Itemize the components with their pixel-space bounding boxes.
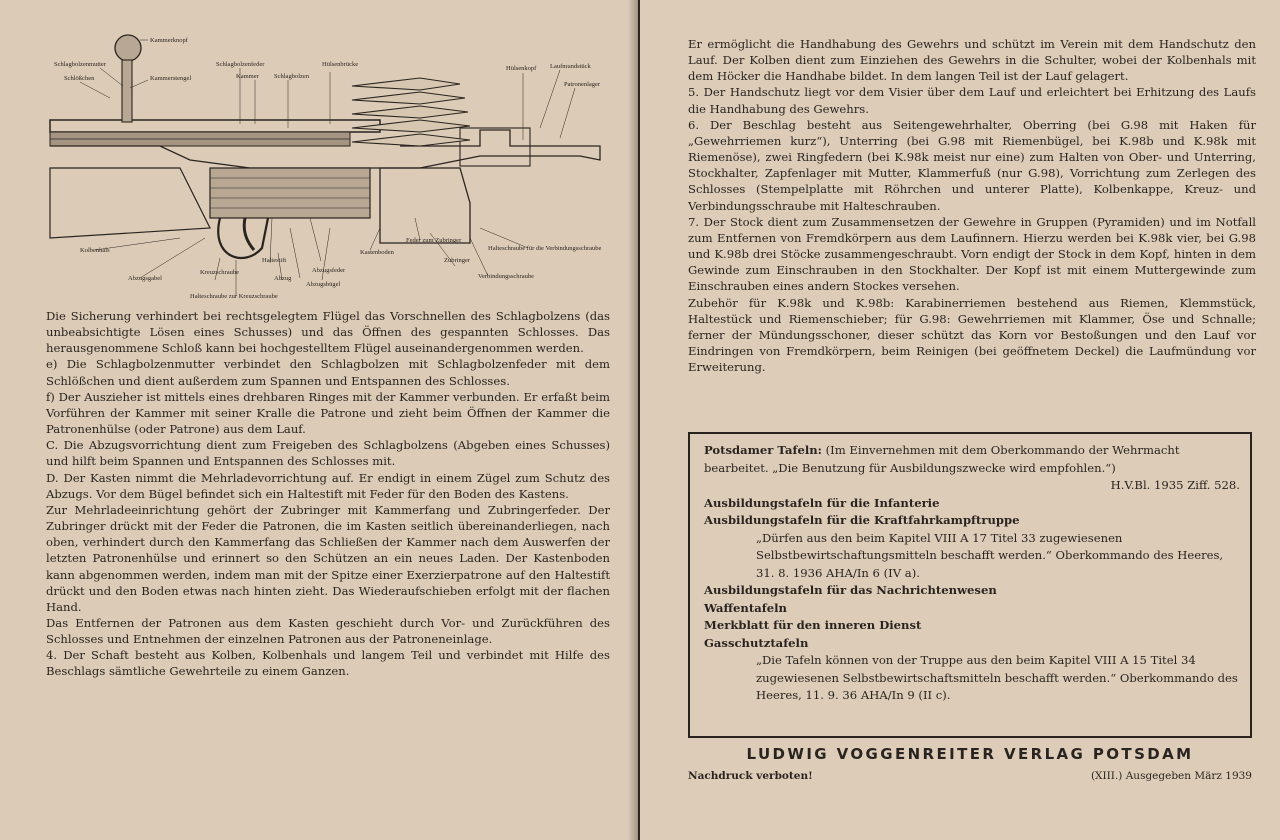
paragraph: 7. Der Stock dient zum Zusammensetzen der Gewehre in Gruppen (Pyramiden) und im Notfall zum Entfernen von Fremdkörpern aus dem Laufinnern. Hierzu werden bei K.98k vier, bei G.98 und K.98b drei Stöcke zusammengeschraubt. Vorn endigt der Stock in dem Kopf, hinten in dem Gewinde zum Einschrauben in den Stockhalter. Der Kopf ist mit einem Muttergewinde zum Einschrauben eines andern Stockes versehen. [688, 214, 1256, 294]
right-page [640, 0, 1280, 840]
paragraph: Das Entfernen der Patronen aus dem Kasten geschieht durch Vor- und Zurückführen des Schlosses und Entnehmen der einzelnen Patronen aus der Patroneneinlage. [46, 615, 610, 647]
left-body-text [46, 308, 610, 680]
label-verbindungsschraube: Verbindungsschraube [478, 273, 534, 280]
label-laufmundstueck: Laufmundstück [550, 63, 591, 70]
label-kammerstengel: Kammerstengel [150, 75, 192, 82]
bolt-knob [115, 35, 141, 61]
rifle-diagram [40, 28, 620, 300]
paragraph: D. Der Kasten nimmt die Mehrladevorrichtung auf. Er endigt in einem Zügel zum Schutz des Abzugs. Vor dem Bügel befindet sich ein Haltestift mit Feder für den Boden des Kastens. [46, 470, 610, 501]
ad-quote-2: „Die Tafeln können von der Truppe aus den beim Kapitel VIII A 15 Titel 34 zugewiesenen Selbstbewirtschaftsmitteln beschafft werden.“ Oberkommando des Heeres, 11. 9. 36 AHA/In 9 (II c). [756, 653, 1238, 702]
ad-item-infanterie: Ausbildungstafeln für die Infanterie [704, 495, 940, 510]
label-halteschraube-verbindung: Halteschraube für die Verbindungsschraube [488, 245, 602, 252]
publisher-name: LUDWIG VOGGENREITER VERLAG POTSDAM [746, 745, 1194, 763]
ad-heading: Potsdamer Tafeln: [704, 443, 822, 457]
rifle-diagram-svg [40, 28, 620, 300]
ad-intro-text: (Im Einvernehmen mit dem Oberkommando der Wehrmacht bearbeitet. „Die Benutzung für Ausbildungszwecke wird empfohlen.“) [704, 443, 1180, 475]
receiver-block [210, 168, 370, 218]
paragraph: Die Sicherung verhindert bei rechtsgelegtem Flügel das Vorschnellen des Schlagbolzens (das unbeabsichtigte Lösen eines Schusses) und das Öffnen des gespannten Schlosses. Das herausgenommene Schloß kann bei hochgestelltem Flügel auseinandergenommen werden. [46, 309, 610, 356]
label-patronenlager: Patronenlager [564, 81, 601, 88]
paragraph: 6. Der Beschlag besteht aus Seitengewehrhalter, Oberring (bei G.98 mit Haken für „Gewehrriemen kurz“), Unterring (bei G.98 mit Riemenbügel, bei K.98b und K.98k mit Riemenöse), zwei Ringfedern (bei K.98k meist nur eine) zum Halten von Ober- und Unterring, Stockhalter, Zapfenlager mit Mutter, Klammerfuß (nur G.98), Vorrichtung zum Zerlegen des Schlosses (Stempelplatte mit Röhrchen und unterer Platte), Kolbenkappe, Kreuz- und Verbindungsschraube mit Halteschrauben. [688, 117, 1256, 213]
paragraph: Zur Mehrladeeinrichtung gehört der Zubringer mit Kammerfang und Zubringerfeder. Der Zubringer drückt mit der Feder die Patronen, die im Kasten seitlich übereinanderliegen, nach oben, verhindert durch den Kammerfang das Schließen der Kammer nach dem Auswerfen der letzten Patronenhülse und erinnert so den Schützen an ein neues Laden. Der Kastenboden kann abgenommen werden, indem man mit der Spitze einer Exerzierpatrone auf den Haltestift drückt und den Boden etwas nach hinten zieht. Das Wiederaufschieben erfolgt mit der flachen Hand. [46, 502, 610, 614]
paragraph: C. Die Abzugsvorrichtung dient zum Freigeben des Schlagbolzens (Abgeben eines Schusses) und hilft beim Spannen und Entspannen des Schlosses mit. [46, 438, 610, 469]
label-huelsenbruecke: Hülsenbrücke [322, 61, 359, 68]
magazine-box [380, 168, 470, 243]
label-kreuzschraube: Kreuzschraube [200, 269, 239, 276]
right-body-text [688, 36, 1256, 375]
label-schloesschen: Schlößchen [64, 75, 95, 82]
advertisement-box [688, 432, 1252, 738]
ad-quote-1: „Dürfen aus den beim Kapitel VIII A 17 Titel 33 zugewiesenen Selbstbewirtschaftungsmitteln beschafft werden.“ Oberkommando des Heeres, 31. 8. 1936 AHA/In 6 (IV a). [756, 530, 1224, 580]
ad-item-gasschutz: Gasschutztafeln [704, 635, 809, 650]
label-halteschraube-kreuz: Halteschraube zur Kreuzschraube [190, 293, 278, 300]
label-abzugsbuegel: Abzugsbügel [306, 281, 341, 288]
label-kammer: Kammer [236, 73, 259, 80]
ad-item-kraftfahr: Ausbildungstafeln für die Kraftfahrkampftruppe [704, 513, 1020, 527]
label-huelsenkopf: Hülsenkopf [506, 65, 537, 72]
footer-edition: (XIII.) Ausgegeben März 1939 [1090, 770, 1252, 782]
paragraph: 4. Der Schaft besteht aus Kolben, Kolbenhals und langem Teil und verbindet mit Hilfe des Beschlags sämtliche Gewehrteile zu einem Ganzen. [46, 648, 610, 679]
footer-reprint-notice: Nachdruck verboten! [688, 770, 813, 782]
left-page [0, 0, 638, 840]
label-schlagbolzen: Schlagbolzen [274, 73, 310, 80]
label-abzugsgabel: Abzugsgabel [128, 275, 162, 282]
trigger [244, 218, 254, 250]
paragraph: Zubehör für K.98k und K.98b: Karabinerriemen bestehend aus Riemen, Klemmstück, Haltestück und Riemenschieber; für G.98: Gewehrriemen mit Klammer, Öse und Schnalle; ferner der Mündungsschoner, dieser schützt das Korn vor Bestoßungen und den Lauf vor Eindringen von Fremdkörpern, beim Reinigen (bei geöffnetem Deckel) die Laufmündung vor Erweiterung. [688, 295, 1256, 375]
barrel-shape [50, 120, 380, 132]
label-haltestift: Haltestift [262, 257, 287, 264]
paragraph: 5. Der Handschutz liegt vor dem Visier über dem Lauf und erleichtert bei Erhitzung des Laufs die Handhabung des Gewehrs. [688, 85, 1256, 116]
label-abzug: Abzug [274, 275, 292, 282]
label-schlagbolzenfeder: Schlagbolzenfeder [216, 61, 265, 68]
label-zubringer: Zubringer [444, 257, 470, 264]
label-schlagbolzenmutter: Schlagbolzenmutter [54, 61, 106, 68]
bolt-handle [122, 60, 132, 122]
ad-intro [704, 442, 1240, 477]
paragraph: e) Die Schlagbolzenmutter verbindet den Schlagbolzen mit Schlagbolzenfeder mit dem Schlößchen und dient außerdem zum Spannen und Entspannen des Schlosses. [46, 357, 610, 388]
cartridges [352, 78, 470, 146]
label-kastenboden: Kastenboden [360, 249, 394, 256]
label-kolbenhals: Kolbenhals [80, 247, 110, 254]
ad-item-nachrichten: Ausbildungstafeln für das Nachrichtenwesen [704, 583, 997, 597]
label-abzugsfeder: Abzugsfeder [312, 267, 346, 274]
paragraph: Er ermöglicht die Handhabung des Gewehrs und schützt im Verein mit dem Handschutz den Lauf. Der Kolben dient zum Einziehen des Gewehrs in die Schulter, wobei der Kolbenhals mit dem Höcker die Handhabe bildet. In dem langen Teil ist der Lauf gelagert. [688, 37, 1256, 84]
ad-item-merkblatt: Merkblatt für den inneren Dienst [704, 618, 922, 632]
ad-intro-ref: H.V.Bl. 1935 Ziff. 528. [1110, 478, 1240, 492]
paragraph: f) Der Auszieher ist mittels eines drehbaren Ringes mit der Kammer verbunden. Er erfaßt beim Vorführen der Kammer mit seiner Kralle die Patrone und zieht beim Öffnen der Kammer die Patronenhülse (oder Patrone) aus dem Lauf. [46, 389, 610, 437]
ad-item-waffen: Waffentafeln [704, 600, 787, 615]
label-kammerknopf: Kammerknopf [150, 37, 188, 44]
label-feder-zum-zubringer: Feder zum Zubringer [406, 237, 462, 244]
